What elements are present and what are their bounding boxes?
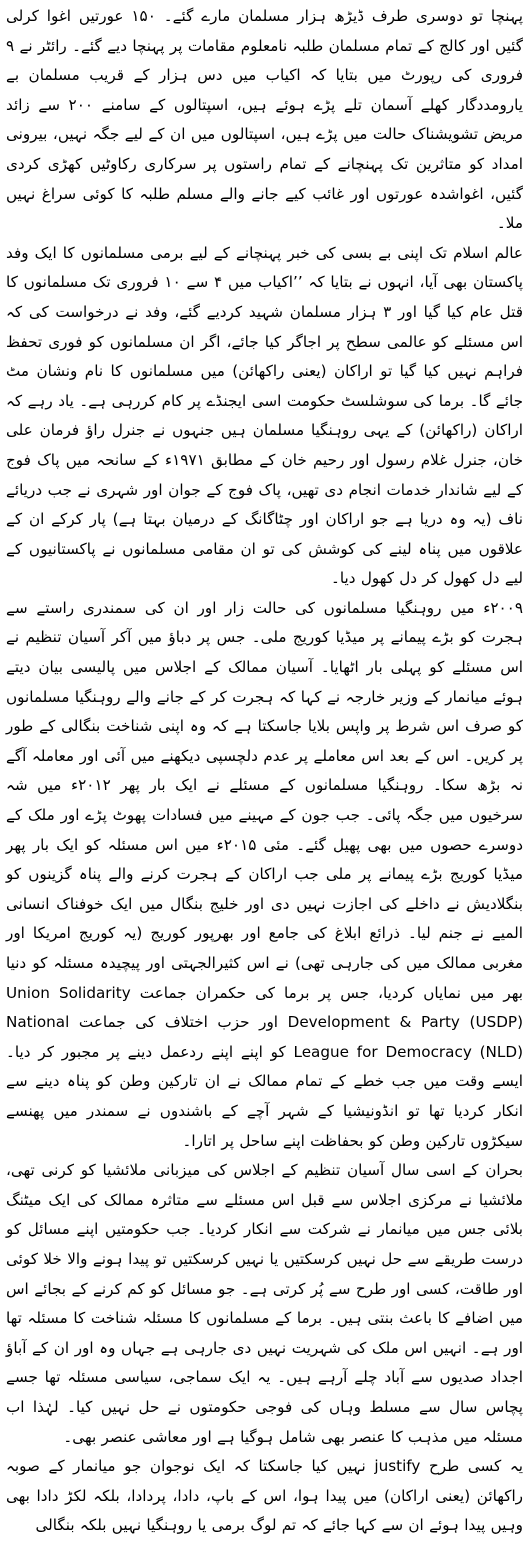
article-paragraph-4: بحران کے اسی سال آسیان تنظیم کے اجلاس کی میزبانی ملائشیا کو کرنی تھی، ملائشیا نے مرکزی اجلاس سے قبل اس مسئلے سے متاثرہ ممالک کی ایک میٹنگ بلائی جس میں میانمار نے شرکت سے انکار کردیا۔ جب حکومتیں اپنے مسائل کو درست طریقے سے حل نہیں کرسکتیں یا نہیں کرسکتیں تو پیدا ہونے والا خلا کوئی اور طاقت، کسی اور طرح سے پُر کرتی ہے۔ جو مسائل کو کم کرنے کے بجائے اس میں اضافے کا باعث بنتی ہیں۔ برما کے مسلمانوں کا مسئلہ شناخت کا مسئلہ تھا اور ہے۔ انہیں اس ملک کی شہریت نہیں دی جارہی ہے جہاں وہ اور ان کے آباؤ اجداد صدیوں سے آباد چلے آرہے ہیں۔ یہ ایک سماجی، سیاسی مسئلہ تھا جسے پچاس سال سے مسلط وہاں کی فوجی حکومتوں نے حل نہیں کیا۔ لہٰذا اب مسئلہ میں مذہب کا عنصر بھی شامل ہوگیا ہے اور معاشی عنصر بھی۔	[6, 1161, 523, 1446]
article-paragraph-1: پہنچا تو دوسری طرف ڈیڑھ ہزار مسلمان مارے گئے۔ ۱۵۰ عورتیں اغوا کرلی گئیں اور کالج کے تمام مسلمان طلبہ نامعلوم مقامات پر پہنچا دیے گئے۔ رائٹر نے ۹ فروری کی رپورٹ میں بتایا کہ اکیاب میں دس ہزار کے قریب مسلمان بے یارومددگار کھلے آسمان تلے پڑے ہوئے ہیں، اسپتالوں کے سامنے ۲۰۰ سے زائد مریض تشویشناک حالت میں پڑے ہیں، اسپتالوں میں ان کے لیے جگہ نہیں، بیرونی امداد کو متاثرین تک پہنچانے کے تمام راستوں پر سرکاری رکاوٹیں کھڑی کردی گئیں، اغواشدہ عورتوں اور غائب کیے جانے والے مسلم طلبہ کا کوئی سراغ نہیں ملا۔	[6, 7, 523, 233]
article-paragraph-5: یہ کسی طرح justify نہیں کیا جاسکتا کہ ایک نوجوان جو میانمار کے صوبہ راکھائن (یعنی اراکان) میں پیدا ہوا، اس کے باپ، دادا، پردادا، بلکہ لکڑ دادا بھی وہیں پیدا ہوئے ان سے کہا جائے کہ تم لوگ برمی یا روہنگیا نہیں بلکہ بنگالی	[6, 1457, 523, 1535]
article-paragraph-3: ۲۰۰۹ء میں روہنگیا مسلمانوں کی حالت زار اور ان کی سمندری راستے سے ہجرت کو بڑے پیمانے پر میڈیا کوریج ملی۔ جس پر دباؤ میں آکر آسیان تنظیم نے اس مسئلے کو پہلی بار اٹھایا۔ آسیان ممالک کے اجلاس میں پالیسی بیان دیتے ہوئے میانمار کے وزیر خارجہ نے کہا کہ ہجرت کر کے جانے والے روہنگیا مسلمانوں کو صرف اس شرط پر واپس بلایا جاسکتا ہے کہ وہ اپنی شناخت بنگالی کے طور پر کریں۔ اس کے بعد اس معاملے پر عدم دلچسپی دیکھنے میں آئی اور معاملہ آگے نہ بڑھ سکا۔ روہنگیا مسلمانوں کے مسئلے نے ایک بار پھر ۲۰۱۲ء میں شہ سرخیوں میں جگہ پائی۔ جب جون کے مہینے میں فسادات پھوٹ پڑے اور ملک کے دوسرے حصوں میں بھی پھیل گئے۔ مئی ۲۰۱۵ء میں اس مسئلہ کو ایک بار پھر میڈیا کوریج بڑے پیمانے پر ملی جب اراکان کے ہجرت کرنے والے پناہ گزینوں کو بنگلادیش نے داخلے کی اجازت نہیں دی اور خلیج بنگال میں ایک خوفناک انسانی المیے نے جنم لیا۔ ذرائع ابلاغ کی جامع اور بھرپور کوریج (یہ کوریج امریکا اور مغربی ممالک میں کی جارہی تھی) نے اس کثیرالجہتی اور پیچیدہ مسئلہ کو دنیا بھر میں نمایاں کردیا، جس پر برما کی حکمران جماعت Union Solidarity Development & Party (USDP) اور حزب اختلاف کی جماعت National League for Democracy (NLD) کو اپنے اپنے ردعمل دینے پر مجبور کر دیا۔ ایسے وقت میں جب خطے کے تمام ممالک نے ان تارکین وطن کو پناہ دینے سے انکار کردیا تھا تو انڈونیشیا کے شہر آچے کے باشندوں نے سمندر میں پھنسے سیکڑوں تارکین وطن کو بحفاظت اپنے ساحل پر اتارا۔	[6, 598, 523, 1150]
article-paragraph-2: عالم اسلام تک اپنی بے بسی کی خبر پہنچانے کے لیے برمی مسلمانوں کا ایک وفد پاکستان بھی آیا، انہوں نے بتایا کہ ’’اکیاب میں ۴ سے ۱۰ فروری تک مسلمانوں کا قتل عام کیا گیا اور ۳ ہزار مسلمان شہید کردیے گئے، وفد نے درخواست کی کہ اس مسئلے کو عالمی سطح پر اجاگر کیا جائے، اگر ان مسلمانوں کو فوری تحفظ فراہم نہیں کیا گیا تو اراکان (یعنی راکھائن) میں مسلمانوں کا نام ونشان مٹ جائے گا۔ برما کی سوشلسٹ حکومت اسی ایجنڈے پر کام کررہی ہے۔ یاد رہے کہ اراکان (راکھائن) کے یہی روہنگیا مسلمان ہیں جنہوں نے جنرل راؤ فرمان علی خان، جنرل غلام رسول اور رحیم خان کے مطابق ۱۹۷۱ء کے سانحہ میں پاک فوج کے لیے شاندار خدمات انجام دی تھیں، پاک فوج کے جوان اور شہری نے جب دریائے ناف (یہ وہ دریا ہے جو اراکان اور چٹاگانگ کے درمیان بہتا ہے) پار کرکے ان کے علاقوں میں پناہ لینے کی کوشش کی تو ان مقامی مسلمانوں نے پاکستانیوں کے لیے دل کھول کر دل کھول دیا۔	[6, 243, 524, 588]
